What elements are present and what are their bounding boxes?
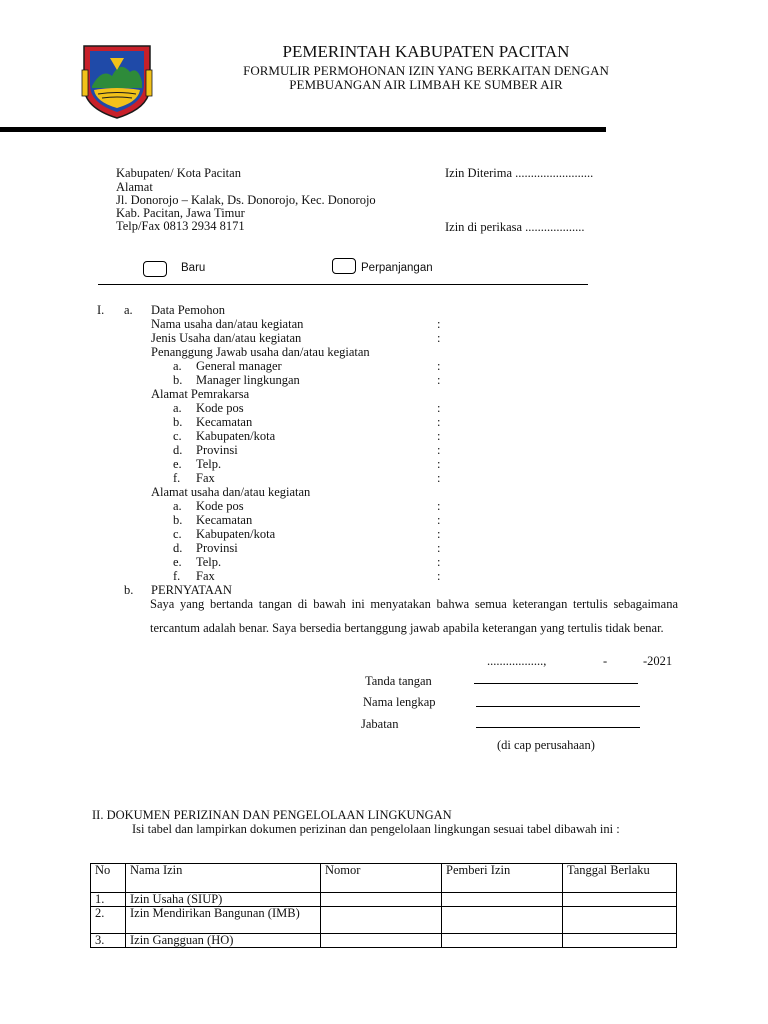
data-pemohon-title: Data Pemohon	[151, 303, 225, 317]
nama-lengkap-line[interactable]	[476, 706, 640, 707]
row-pemberi-cell[interactable]	[442, 907, 563, 934]
row-tanggal-cell[interactable]	[563, 907, 677, 934]
list-letter: c.	[173, 429, 182, 443]
list-letter: b.	[173, 373, 183, 387]
penanggung-jawab-label: Penanggung Jawab usaha dan/atau kegiatan	[151, 345, 370, 359]
usaha-kecamatan-label: Kecamatan	[196, 513, 253, 527]
date-separator: -	[603, 654, 608, 668]
field-colon: :	[437, 457, 441, 471]
pemrakarsa-fax-label: Fax	[196, 471, 215, 485]
list-letter: f.	[173, 569, 181, 583]
nama-lengkap-label: Nama lengkap	[363, 695, 436, 709]
pemrakarsa-kecamatan-label: Kecamatan	[196, 415, 253, 429]
izin-diperiksa: Izin di perikasa ...................	[445, 220, 585, 234]
header-pemberi-izin: Pemberi Izin	[442, 864, 563, 893]
list-letter: f.	[173, 471, 181, 485]
field-colon: :	[437, 401, 441, 415]
address-line-4: Kab. Pacitan, Jawa Timur	[116, 206, 245, 220]
date-year: -2021	[643, 654, 673, 668]
list-letter: b.	[173, 513, 183, 527]
perpanjangan-label: Perpanjangan	[361, 262, 433, 274]
address-line-5: Telp/Fax 0813 2934 8171	[116, 219, 245, 233]
field-colon: :	[437, 359, 441, 373]
header-tanggal-berlaku: Tanggal Berlaku	[563, 864, 677, 893]
row-nama-izin: Izin Gangguan (HO)	[126, 934, 321, 948]
pemrakarsa-provinsi-label: Provinsi	[196, 443, 238, 457]
tanda-tangan-line[interactable]	[474, 683, 638, 684]
table-header-row	[91, 864, 677, 893]
field-colon: :	[437, 317, 441, 331]
alamat-usaha-label: Alamat usaha dan/atau kegiatan	[151, 485, 311, 499]
nama-usaha-label: Nama usaha dan/atau kegiatan	[151, 317, 304, 331]
field-colon: :	[437, 429, 441, 443]
baru-label: Baru	[181, 262, 206, 274]
field-colon: :	[437, 415, 441, 429]
field-colon: :	[437, 513, 441, 527]
pemrakarsa-telp-label: Telp.	[196, 457, 222, 471]
general-manager-label: General manager	[196, 359, 282, 373]
section-2-title: II. DOKUMEN PERIZINAN DAN PENGELOLAAN LINGKUNGAN	[92, 808, 452, 822]
list-letter: e.	[173, 457, 182, 471]
usaha-fax-label: Fax	[196, 569, 215, 583]
row-pemberi-cell[interactable]	[442, 934, 563, 948]
table-row	[91, 907, 677, 934]
alamat-pemrakarsa-label: Alamat Pemrakarsa	[151, 387, 250, 401]
field-colon: :	[437, 499, 441, 513]
perpanjangan-checkbox[interactable]	[332, 258, 356, 274]
row-no: 2.	[91, 907, 126, 934]
row-nomor-cell[interactable]	[321, 907, 442, 934]
usaha-telp-label: Telp.	[196, 555, 222, 569]
header-no: No	[91, 864, 126, 893]
section-1b-letter: b.	[124, 583, 134, 597]
pernyataan-statement: Saya yang bertanda tangan di bawah ini menyatakan bahwa semua keterangan tertulis sebagaimana tercantum adalah benar. Saya bersedia bertanggung jawab apabila keterangan yang tertulis tidak benar.	[150, 597, 678, 635]
row-tanggal-cell[interactable]	[563, 893, 677, 907]
address-line-2: Alamat	[116, 180, 153, 194]
field-colon: :	[437, 471, 441, 485]
pernyataan-title: PERNYATAAN	[151, 583, 232, 597]
address-line-3: Jl. Donorojo – Kalak, Ds. Donorojo, Kec. Donorojo	[116, 193, 376, 207]
row-nomor-cell[interactable]	[321, 893, 442, 907]
list-letter: b.	[173, 415, 183, 429]
field-colon: :	[437, 443, 441, 457]
row-no: 3.	[91, 934, 126, 948]
jenis-usaha-label: Jenis Usaha dan/atau kegiatan	[151, 331, 302, 345]
section-1-number: I.	[97, 303, 105, 317]
form-subtitle-line2: PEMBUANGAN AIR LIMBAH KE SUMBER AIR	[289, 77, 563, 92]
jabatan-line[interactable]	[476, 727, 640, 728]
usaha-kabupaten-label: Kabupaten/kota	[196, 527, 276, 541]
list-letter: a.	[173, 401, 182, 415]
header-nomor: Nomor	[321, 864, 442, 893]
field-colon: :	[437, 373, 441, 387]
cap-perusahaan-note: (di cap perusahaan)	[497, 738, 595, 752]
izin-diterima: Izin Diterima .........................	[445, 166, 594, 180]
table-row	[91, 893, 677, 907]
jabatan-label: Jabatan	[361, 717, 399, 731]
date-place: ..................,	[487, 654, 547, 668]
pemrakarsa-kabupaten-label: Kabupaten/kota	[196, 429, 276, 443]
government-title: PEMERINTAH KABUPATEN PACITAN	[282, 42, 570, 61]
field-colon: :	[437, 527, 441, 541]
list-letter: d.	[173, 443, 183, 457]
baru-checkbox[interactable]	[143, 261, 167, 277]
perizinan-table	[90, 863, 677, 948]
header-nama-izin: Nama Izin	[126, 864, 321, 893]
tanda-tangan-label: Tanda tangan	[365, 674, 432, 688]
row-no: 1.	[91, 893, 126, 907]
field-colon: :	[437, 555, 441, 569]
list-letter: c.	[173, 527, 182, 541]
usaha-kode-pos-label: Kode pos	[196, 499, 244, 513]
row-nomor-cell[interactable]	[321, 934, 442, 948]
usaha-provinsi-label: Provinsi	[196, 541, 238, 555]
list-letter: a.	[173, 359, 182, 373]
options-divider	[98, 284, 588, 285]
table-row	[91, 934, 677, 948]
field-colon: :	[437, 569, 441, 583]
header-divider	[0, 127, 606, 132]
address-line-1: Kabupaten/ Kota Pacitan	[116, 166, 241, 180]
row-nama-izin: Izin Mendirikan Bangunan (IMB)	[126, 907, 321, 934]
section-1a-letter: a.	[124, 303, 133, 317]
pemrakarsa-kode-pos-label: Kode pos	[196, 401, 244, 415]
section-2-instruction: Isi tabel dan lampirkan dokumen perizinan dan pengelolaan lingkungan sesuai tabel dibawah ini :	[132, 822, 620, 836]
field-colon: :	[437, 541, 441, 555]
manager-lingkungan-label: Manager lingkungan	[196, 373, 300, 387]
row-nama-izin: Izin Usaha (SIUP)	[126, 893, 321, 907]
form-subtitle-line1: FORMULIR PERMOHONAN IZIN YANG BERKAITAN DENGAN	[243, 63, 609, 78]
field-colon: :	[437, 331, 441, 345]
row-tanggal-cell[interactable]	[563, 934, 677, 948]
list-letter: e.	[173, 555, 182, 569]
list-letter: d.	[173, 541, 183, 555]
list-letter: a.	[173, 499, 182, 513]
row-pemberi-cell[interactable]	[442, 893, 563, 907]
